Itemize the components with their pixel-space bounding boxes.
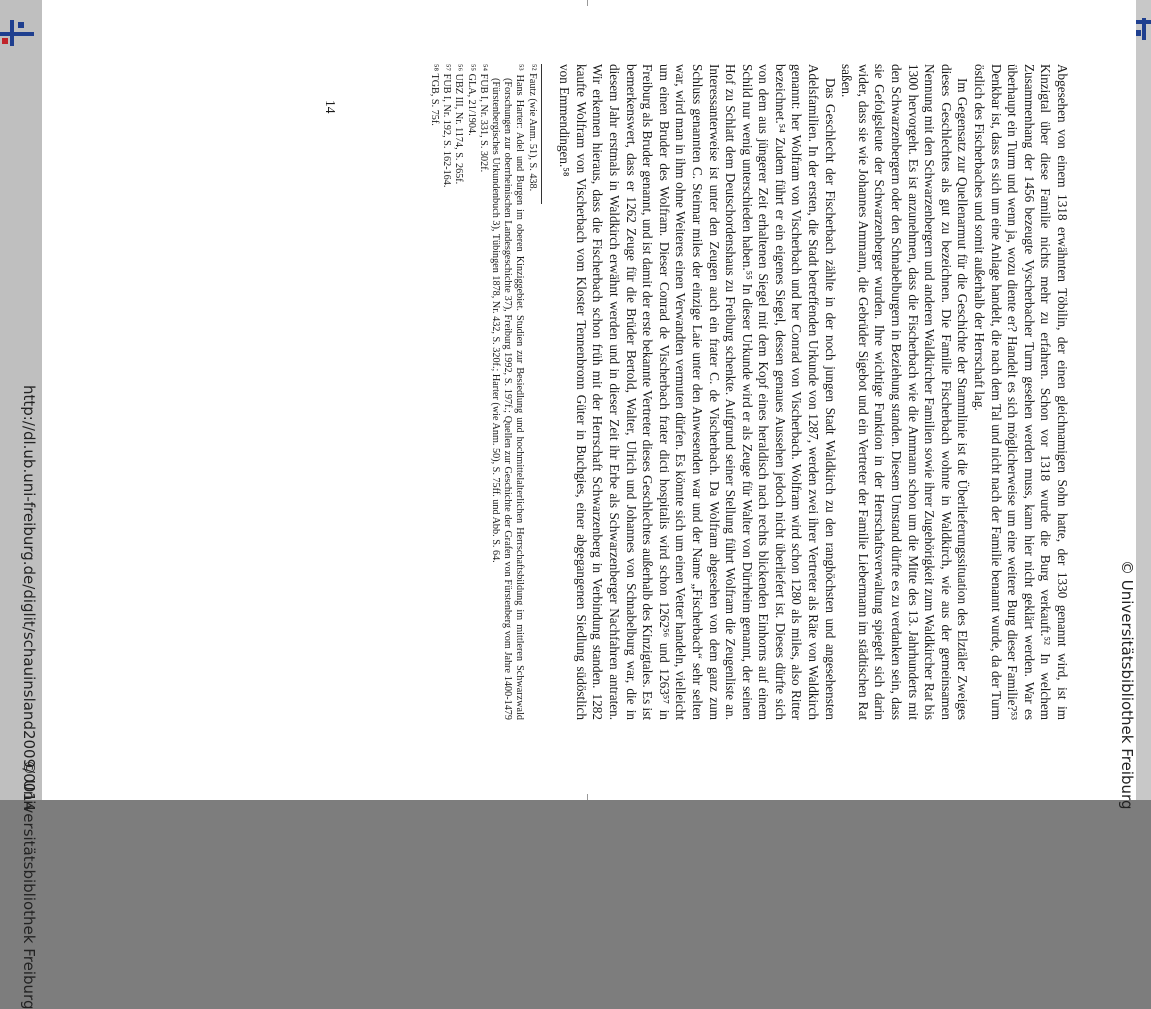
watermark-copyright-left: © Universitätsbibliothek Freiburg <box>20 760 38 1009</box>
body-text <box>428 64 1070 720</box>
paragraph-3: Das Geschlecht der Fischerbach zählte in der noch jungen Stadt Waldkirch zu den ranghöchsten und angesehensten Adelsfamilien. In der ersten, die Stadt betreffenden Urkunde von 1287, werden zwei ihrer Vertreter als Räte von Waldkirch genannt: her Wolfram von Vischerbach und her Conrad von Vischerbach. Wolfram wird schon 1280 als miles, also Ritter bezeichnet.⁵⁴ Zudem führt er ein eigenes Siegel, dessen genaues Aussehen jedoch nicht überliefert ist. Dieses dürfte sich von dem aus jüngerer Zeit erhaltenen Siegel mit dem Kopf eines heraldisch nach rechts blickenden Einhorns auf einem Schild nur wenig unterschieden haben.⁵⁵ In dieser Urkunde wird er als Zeuge für Walter von Dürrheim genannt, der seinen Hof zu Schlatt dem Deutschordenshaus zu Freiburg schenkte. Aufgrund seiner Stellung führt Wolfram die Zeugenliste an. Interessanterweise ist unter den Zeugen auch ein frater C. de Vischerbach. Da Wolfram abgesehen von dem ganz zum Schluss genannten C. Steimar miles der einzige Laie unter den Anwesenden war und der Name „Fischerbach“ sehr selten war, wird man in ihm ohne Weiteres einen Verwandten vermuten dürfen. Es könnte sich um einen Vetter handeln, vielleicht um einen Bruder des Wolfram. Dieser Conrad de Vischerbach frater dicti hospitalis wird schon 1262⁵⁶ und 1263⁵⁷ in Freiburg als Bruder genannt, und ist damit der erste bekannte Vertreter dieses Geschlechtes außerhalb des Kinzigtales. Es ist bemerkenswert, dass er 1262 Zeuge für die Brüder Bertold, Walter, Ulrich und Johannes von Schnabelburg war, die in diesem Jahr erstmals in Waldkirch erwähnt werden und in dieser Zeit ihr Erbe als Schwarzenberger Nachfahren antraten. Wir erkennen hieraus, dass die Fischerbach schon früh mit der Herrschaft Schwarzenberg in Verbindung standen. 1282 kaufte Wolfram von Vischerbach vom Kloster Tennenbronn Güter in Buchgies, einer abgegangenen Siedlung südöstlich von Emmendingen.⁵⁸ <box>557 64 838 720</box>
footnote-56: ⁵⁶ UBZ III, Nr. 1174, S. 265f. <box>453 64 465 185</box>
library-logo-icon <box>0 18 34 48</box>
watermark-url: http://dl.ub.uni-freiburg.de/diglit/schauinsland2009/0014 <box>20 385 38 812</box>
right-margin-strip <box>1136 0 1151 800</box>
paragraph-2: Im Gegensatz zur Quellenarmut für die Geschichte der Stammlinie ist die Überlieferungssituation des Elztäler Zweiges dieses Geschlechtes als gut zu bezeichnen. Die Familie Fischerbach wohnte in Waldkirch, wie aus der gemeinsamen Nennung mit den Schwarzenbergern und anderen Waldkircher Familien sowie ihrer Zugehörigkeit zum Waldkircher Rat bis 1300 hervorgeht. Es ist anzunehmen, dass die Fischerbach wie die Ammann schon um die Mitte des 13. Jahrhunderts mit den Schwarzenbergern oder den Schnabelburgern in Beziehung standen. Diesem Umstand dürfte es zu verdanken sein, dass sie Gefolgsleute der Schwarzenberger wurden. Ihre wichtige Funktion in der Herrschaftsverwaltung spiegelt sich darin wider, dass sie wie Johannes Ammann, die Gebrüder Sigebot und ein Vertreter der Familie Liebermann im städtischen Rat saßen. <box>839 64 971 720</box>
edge-tick-top <box>587 0 588 6</box>
paragraph-1: Abgesehen von einem 1318 erwähnten Töbilin, der einen gleichnamigen Sohn hatte, der 1330 genannt wird, ist im Kinzigtal über diese Familie nichts mehr zu erfahren. Schon vor 1318 wurde die Burg verkauft.⁵² In welchem Zusammenhang der 1456 bezeugte Vyscherbacher Turm gesehen werden muss, kann hier nicht geklärt werden. War es überhaupt ein Turm und wenn ja, wozu diente er? Handelt es sich möglicherweise um eine weitere Burg dieser Familie?⁵³ Denkbar ist, dass es sich um eine Anlage handelt, die nach dem Tal und nicht nach der Familie benannt wurde, da der Turm östlich des Fischerbaches und somit außerhalb der Herrschaft lag. <box>972 64 1070 720</box>
rotated-page-content <box>42 0 1136 800</box>
footnote-58: ⁵⁸ TGB, S. 75f. <box>428 64 440 126</box>
document-page <box>42 0 1136 800</box>
library-logo-icon-right <box>1136 18 1151 40</box>
watermark-copyright-right: © Universitätsbibliothek Freiburg <box>1118 560 1136 810</box>
footnote-53: ⁵³ Hans Harter: Adel und Burgen im oberen Kinziggebiet. Studien zur Besiedlung und hochmittelalterlichen Herrschaftsbildung im mittleren Schwarzwald (Forschungen zur oberrheinischen Landesgeschichte 37), Freiburg 1992, S. 197f.; Quellen zur Geschichte der Grafen von Fürstenberg vom Jahre 1400-1479 (Fürstenbergisches Urkundenbuch 3), Tübingen 1878, Nr. 432, S. 320f.; Harter (wie Anm. 50), S. 75ff. und Abb. S. 64. <box>489 64 526 720</box>
footnote-54: ⁵⁴ FUB I, Nr. 331, S. 302f. <box>477 64 489 173</box>
footnote-57: ⁵⁷ FUB I, Nr. 192, S. 162-164. <box>441 64 453 188</box>
footnote-55: ⁵⁵ GLA, 21/1904. <box>465 64 477 136</box>
footnote-rule <box>541 64 542 204</box>
edge-tick-bottom <box>587 794 588 800</box>
footnote-52: ⁵² Fautz (wie Anm. 51), S. 438. <box>526 64 538 192</box>
page-number: 14 <box>323 100 338 114</box>
